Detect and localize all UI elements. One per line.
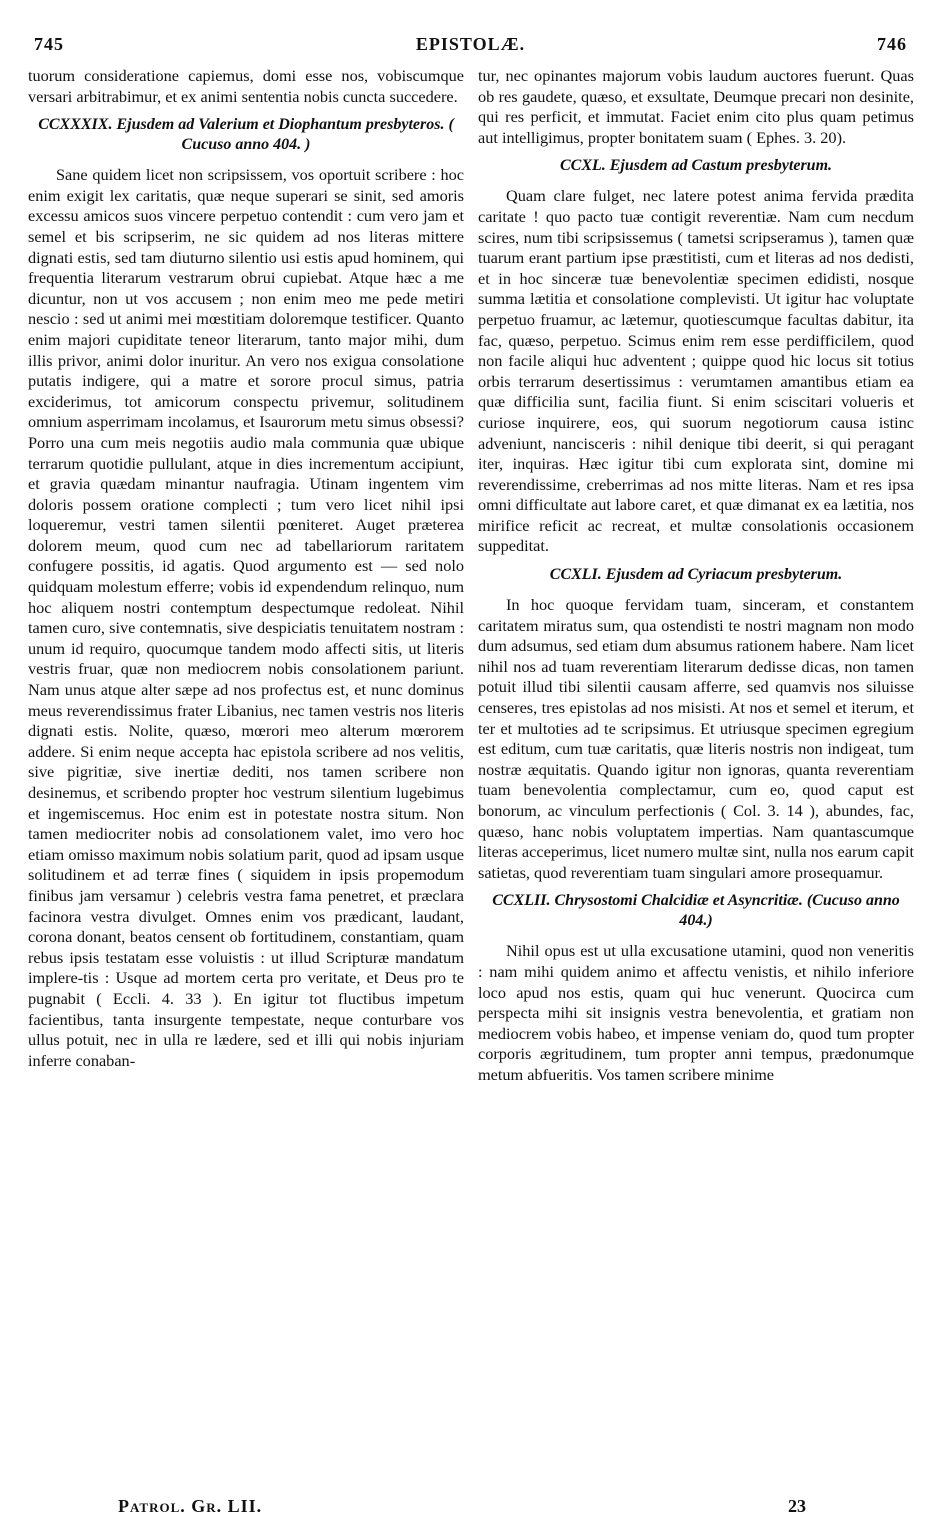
letter-heading-ccxl: CCXL. Ejusdem ad Castum presbyterum. xyxy=(559,157,833,175)
volume-signature: Patrol. Gr. LII. xyxy=(118,1496,263,1516)
letter-body-ccxl: Quam clare fulget, nec latere potest anima fervida prædita caritate ! quo pacto tuæ contigit reverentiæ. Nam cum necdum scires, num tibi scripsissemus ( tametsi scripseramus ), tamen quæ tuarum erant partium ipse præstitisti, cum et literas ad nos dedisti, et in hoc sinceræ tuæ benevolentiæ specimen edidisti, nosque summa lætitia et consolatione complevisti. Ut igitur hac voluptate perpetuo fruamur, ac lætemur, quotiescumque facultas dabitur, ita fac, quæso, perpetuo. Scimus enim rem esse perdifficilem, quod non facile aliqui huc adventent ; quippe quod hic locus sit totius orbis terrarum desertissimus : verumtamen amantibus etiam ea quæ difficilia sunt, facilia fiunt. Si enim sciscitari volueris et curiose inquirere, eos, qui suorum negotiorum causa istinc adveniunt, nancisceris : nihil denique tibi deerit, si qui peragant iter, inquiras. Hæc igitur tibi cum explorata sint, domine mi reverendissime, creberrimas ad nos mitte literas. Nam et res ipsa omni difficultate aut labore caret, et quæ dimanat ex ea lætitia, nos mirifice reficit ac recreat, et multæ consolationis occasionem suppeditat. xyxy=(478,186,914,556)
letter-body-ccxxxix: Sane quidem licet non scripsissem, vos oportuit scribere : hoc enim exigit lex caritatis, quæ neque superari se sinit, sed amoris excessu amicos suos vincere perpetuo contendit : cum vero jam et semel et bis scripserim, ne sic quidem ad nos literas mittere dignati estis, sed tam diuturno silentio usi estis apud hominem, qui frequentia literarum vestrarum obrui cupiebat. Atque hæc a me dicuntur, non ut vos accusem ; non enim meo me pede metiri nescio : sed ut animi mei mœstitiam doloremque testificer. Quanto enim majori cupiditate teneor literarum, tanto major mihi, dum illis privor, animi dolor inuritur. An vero nos exigua consolatione putatis indigere, qui a matre et sorore procul simus, patria exciderimus, tot amicorum conspectu privemur, solitudinem omnium asperrimam incolamus, et Isaurorum metu simus obsessi? Porro una cum meis negotiis audio mala communia quæ ubique terrarum quotidie pullulant, atque in dies incrementum accipiunt, et gravia quædam minantur naufragia. Utinam ingentem vim doloris possem oratione complecti ; tum vero licet nihil ipsi loqueremur, vestri tamen silentii pœniteret. Auget præterea dolorem meum, quod cum nec ad tabellariorum raritatem confugere possitis, id agatis. Quod argumento est — sed nolo quidquam molestum efferre; vobis id expendendum relinquo, num hoc aliquem nostri contemptum despectumque redoleat. Nihil tamen curo, sive contemnatis, sive despiciatis tenuitatem nostram : unum id requiro, quocumque tandem modo affecti sitis, ut literis vestris fruar, quæ non mediocrem nobis consolationem pariunt. Nam unus atque alter sæpe ad nos profectus est, et nunc dominus meus reverendissimus frater Libanius, nec tamen vestris nos literis dignati estis. Nolite, quæso, mœrori meo alterum mœrorem addere. Si enim neque accepta hac epistola scribere ad nos velitis, sive pigritiæ, sive inertiæ dediti, nos tamen scribere non desinemus, et scribendo propter hoc vestrum silentium lugebimus et ingemiscemus. Hoc enim est in potestate nostra situm. Non tamen mediocriter nobis ad consolationem valet, imo vero hoc etiam omisso maximum nobis solatium parit, quod ad ipsam usque solitudinem et ad terræ fines ( siquidem in ipsis propemodum finibus jam versamur ) celebris vestra fama penetret, et præclara facinora vestra divulget. Omnes enim vos prædicant, laudant, corona donant, beatos censent ob fortitudinem, constantiam, quam rebus ipsis testatam esse voluistis : ut illud Scripturæ mandatum implere-tis : Usque ad mortem certa pro veritate, et Deus pro te pugnabit ( Eccli. 4. 33 ). En igitur tot fluctibus impetum facientibus, tanta insurgente tempestate, neque conturbare vos ullus potuit, nec in ulla re lædere, sed et illi qui nobis injuriam inferre conaban- xyxy=(28,165,464,1070)
page-footer xyxy=(28,1496,913,1524)
letter-heading-ccxli: CCXLI. Ejusdem ad Cyriacum presbyterum. xyxy=(549,566,843,584)
letter-heading-ccxlii: CCXLII. Chrysostomi Chalcidiæ et Asyncritiæ. (Cucuso anno 404.) xyxy=(492,892,900,930)
letter-heading-ccxxxix: CCXXXIX. Ejusdem ad Valerium et Diophantum presbyteros. ( Cucuso anno 404. ) xyxy=(38,116,454,154)
page-number-right: 746 xyxy=(877,34,907,54)
right-column xyxy=(478,66,914,1086)
continued-text-right: tur, nec opinantes majorum vobis laudum auctores fuerunt. Quas ob res gaudete, quæso, et exsultate, Deumque precari non desinite, qui res perficit, et immutat. Faciet enim cito plus quam petimus aut intelligimus, propter bonitatem suam ( Ephes. 3. 20). xyxy=(478,66,914,147)
letter-body-ccxli: In hoc quoque fervidam tuam, sinceram, et constantem caritatem miratus sum, qua ostendisti te nostri magnam non modo dum adsumus, sed etiam dum absumus rationem habere. Nam licet nihil nos ad tuam reverentiam literarum dedisse dicas, non tamen potuit illud tibi silentii causam afferre, sed quamvis nos siluisse censeres, tres epistolas ad nos misisti. At nos et semel et iterum, et ter et multoties ad te scripsimus. Et utriusque specimen egregium est editum, cum tuæ caritatis, quæ literis nostris non indigeat, tum nostræ æquitatis. Quando igitur non ignoras, quanta reverentiam tuam benevolentia complectamur, cum eo, quod caput est bonorum, ac vinculum perfectionis ( Col. 3. 14 ), abundes, fac, quæso, hanc nobis voluptatem impertias. Nam quantascumque literas acceperimus, licet numero multæ sint, nulla nos earum capit satietas, quod reverentiam tuam singulari amore prosequamur. xyxy=(478,595,914,882)
left-column xyxy=(28,66,464,1071)
letter-body-ccxlii: Nihil opus est ut ulla excusatione utamini, quod non veneritis : nam mihi quidem animo et affectu venistis, et nihilo inferiore loco apud nos estis, quam qui huc venerunt. Quocirca cum perspecta mihi sit insignis vestra benevolentia, et gratiam non mediocrem vobis habeo, et impense veniam do, quod tum propter corporis ægritudinem, tum propter anni tempus, prædonumque metum abfueritis. Vos tamen scribere minime xyxy=(478,941,914,1084)
page-number-left: 745 xyxy=(34,34,64,54)
sheet-number: 23 xyxy=(788,1496,806,1516)
page-header xyxy=(28,34,913,60)
continued-text: tuorum consideratione capiemus, domi esse nos, vobiscumque versari arbitrabimur, et ex animi sententia nobis cuncta succedere. xyxy=(28,66,464,106)
running-title: EPISTOLÆ. xyxy=(415,34,526,54)
